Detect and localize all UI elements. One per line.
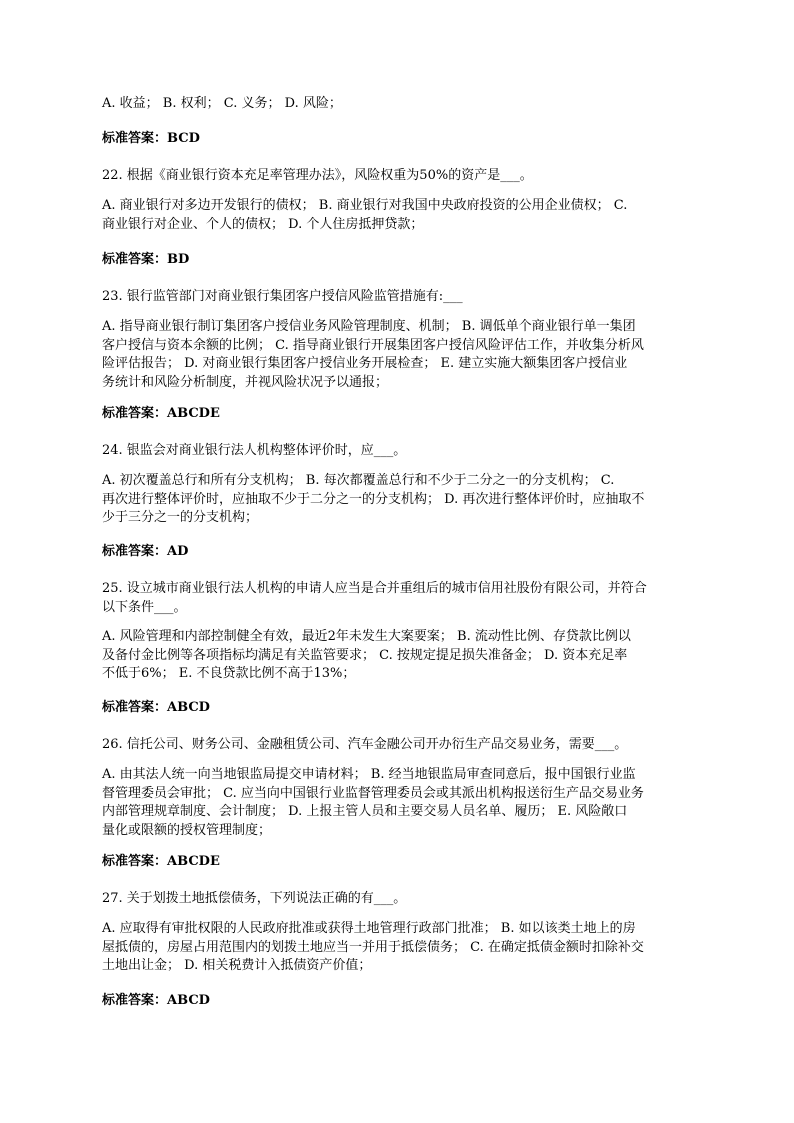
answer-options <box>102 197 702 234</box>
question-text <box>102 580 702 617</box>
answer-label: 标准答案： <box>102 993 168 1008</box>
option-line: 再次进行整体评价时，应抽取不少于二分之一的分支机构； D. 再次进行整体评价时，应抽取不 <box>102 491 645 507</box>
option-line: 商业银行对企业、个人的债权； D. 个人住房抵押贷款； <box>102 216 424 232</box>
standard-answer <box>102 127 702 149</box>
answer-label: 标准答案： <box>102 406 168 421</box>
option-line: 督管理委员会审批； C. 应当向中国银行业监督管理委员会或其派出机构报送衍生产品交易业务 <box>102 785 644 801</box>
answer-options <box>102 472 702 528</box>
option-line: 少于三分之一的分支机构； <box>102 510 259 526</box>
answer-label: 标准答案： <box>102 131 168 146</box>
answer-value: ABCDE <box>167 854 220 869</box>
question-line: 24. 银监会对商业银行法人机构整体评价时，应___。 <box>102 443 407 458</box>
standard-answer <box>102 696 702 718</box>
option-line: 务统计和风险分析制度，并视风险状况予以通报； <box>102 375 389 391</box>
option-line: A. 初次覆盖总行和所有分支机构； B. 每次都覆盖总行和不少于二分之一的分支机构； C. <box>102 473 615 488</box>
question-line: 以下条件___。 <box>102 599 187 615</box>
answer-label: 标准答案： <box>102 700 168 715</box>
standard-answer <box>102 540 702 562</box>
option-line: 及备付金比例等各项指标均满足有关监管要求； C. 按规定提足损失准备金； D. 资本充足率 <box>102 647 628 663</box>
answer-label: 标准答案： <box>102 854 168 869</box>
standard-answer <box>102 248 702 270</box>
question-text <box>102 890 702 909</box>
answer-options <box>102 318 702 393</box>
option-line: A. 应取得有审批权限的人民政府批准或获得土地管理行政部门批准； B. 如以该类土地上的房 <box>102 921 636 936</box>
answer-value: ABCD <box>167 993 210 1008</box>
answer-options <box>102 766 702 841</box>
answer-label: 标准答案： <box>102 544 168 559</box>
option-line: 土地出让金； D. 相关税费计入抵债资产价值； <box>102 958 372 974</box>
option-line: A. 商业银行对多边开发银行的债权； B. 商业银行对我国中央政府投资的公用企业债权； C. <box>102 198 628 213</box>
answer-value: ABCD <box>167 700 210 715</box>
answer-options <box>102 95 702 114</box>
answer-value: AD <box>167 544 189 559</box>
question-line: 27. 关于划拨土地抵偿债务，下列说法正确的有___。 <box>102 891 407 906</box>
question-text <box>102 288 702 307</box>
question-line: 26. 信托公司、财务公司、金融租赁公司、汽车金融公司开办衍生产品交易业务，需要___。 <box>102 737 628 752</box>
standard-answer <box>102 850 702 872</box>
question-line: 23. 银行监管部门对商业银行集团客户授信风险监管措施有:___ <box>102 289 463 304</box>
option-line: 量化或限额的授权管理制度； <box>102 823 272 839</box>
answer-options <box>102 920 702 976</box>
answer-value: ABCDE <box>167 406 220 421</box>
answer-value: BD <box>167 252 190 267</box>
option-line: 屋抵债的，房屋占用范围内的划拨土地应当一并用于抵偿债务； C. 在确定抵债金额时扣除补交 <box>102 939 644 955</box>
option-line: A. 由其法人统一向当地银监局提交申请材料； B. 经当地银监局审查同意后，报中国银行业监 <box>102 767 636 782</box>
option-line: A. 风险管理和内部控制健全有效，最近2年未发生大案要案； B. 流动性比例、存贷款比例以 <box>102 629 631 644</box>
standard-answer <box>102 402 702 424</box>
option-line: 不低于6%； E. 不良贷款比例不高于13%； <box>102 666 356 682</box>
question-text <box>102 167 702 186</box>
answer-options <box>102 628 702 684</box>
option-line: 险评估报告； D. 对商业银行集团客户授信业务开展检查； E. 建立实施大额集团客户授信业 <box>102 356 628 372</box>
standard-answer <box>102 989 702 1011</box>
question-text <box>102 442 702 461</box>
option-line: A. 指导商业银行制订集团客户授信业务风险管理制度、机制； B. 调低单个商业银行单一集团 <box>102 319 636 334</box>
answer-value: BCD <box>167 131 200 146</box>
option-line: A. 收益； B. 权利； C. 义务； D. 风险； <box>102 96 342 111</box>
option-line: 内部管理规章制度、会计制度； D. 上报主管人员和主要交易人员名单、履历； E. 风险敞口 <box>102 804 628 820</box>
answer-label: 标准答案： <box>102 252 168 267</box>
question-line: 25. 设立城市商业银行法人机构的申请人应当是合并重组后的城市信用社股份有限公司，并符合 <box>102 581 647 596</box>
option-line: 客户授信与资本余额的比例； C. 指导商业银行开展集团客户授信风险评估工作，并收集分析风 <box>102 337 644 353</box>
question-line: 22. 根据《商业银行资本充足率管理办法》，风险权重为50%的资产是___。 <box>102 168 533 183</box>
question-text <box>102 736 702 755</box>
